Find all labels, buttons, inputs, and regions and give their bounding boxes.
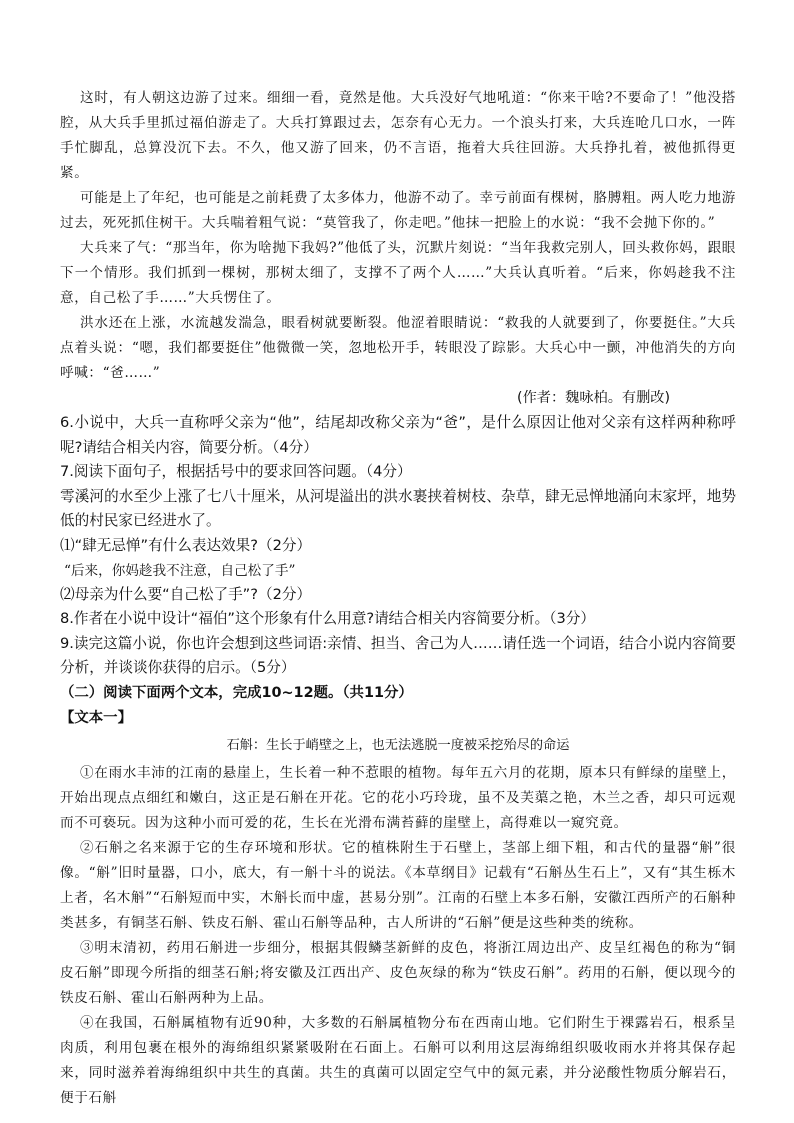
question-7-sentence: 雩溪河的水至少上涨了七八十厘米，从河堤溢出的洪水裹挟着树枝、杂草，肆无忌惮地涌向末家坪，地势低的村民家已经进水了。 xyxy=(60,487,736,530)
section-2-heading: （二）阅读下面两个文本，完成10~12题。（共11分） xyxy=(60,684,413,701)
text-1-subtitle: 石斛：生长于峭壁之上，也无法逃脱一度被采挖殆尽的命运 xyxy=(226,737,570,753)
question-7-1: ⑴“肆无忌惮”有什么表达效果?（2分） xyxy=(60,536,312,554)
story-paragraph-3: 大兵来了气：“那当年，你为啥抛下我妈?”他低了头，沉默片刻说：“当年我救完别人，回头救你妈，跟眼下一个情形。我们抓到一棵树，那树太细了，支撑不了两个人……”大兵认真听着。“后来，你妈趁我不注意，自己松了手……”大兵愣住了。 xyxy=(60,240,736,306)
text-1-paragraph-4: ④在我国，石斛属植物有近90种，大多数的石斛属植物分布在西南山地。它们附生于裸露岩石，根系呈肉质，利用包裹在根外的海绵组织紧紧吸附在石面上。石斛可以利用这层海绵组织吸收雨水并将其保存起来，同时滋养着海绵组织中共生的真菌。共生的真菌可以固定空气中的氮元素，并分泌酸性物质分解岩石，便于石斛 xyxy=(60,1014,736,1106)
question-9: 9.读完这篇小说，你也许会想到这些词语:亲情、担当、舍己为人……请任选一个词语，结合小说内容简要分析，并谈谈你获得的启示。（5分） xyxy=(60,634,736,677)
author-line xyxy=(60,386,736,411)
exam-page xyxy=(60,86,736,1111)
text-1-paragraph-3: ③明末清初，药用石斛进一步细分，根据其假鳞茎新鲜的皮色，将浙江周边出产、皮呈红褐色的称为“铜皮石斛”即现今所指的细茎石斛;将安徽及江西出产、皮色灰绿的称为“铁皮石斛”。药用的石斛，便以现今的铁皮石斛、霍山石斛两种为上品。 xyxy=(60,939,736,1006)
question-7-quote: “后来，你妈趁我不注意，自己松了手” xyxy=(64,562,296,579)
story-paragraph-1: 这时，有人朝这边游了过来。细细一看，竟然是他。大兵没好气地吼道：“你来干啥?不要命了！”他没搭腔，从大兵手里抓过福伯游走了。大兵打算跟过去，怎奈有心无力。一个浪头打来，大兵连呛几口水，一阵手忙脚乱，总算没沉下去。不久，他又游了回来，仍不言语，拖着大兵往回游。大兵挣扎着，被他抓得更紧。 xyxy=(60,90,736,181)
text-1-paragraph-2: ②石斛之名来源于它的生存环境和形状。它的植株附生于石壁上，茎部上细下粗，和古代的量器“斛”很像。“斛”旧时量器，口小，底大，有一斛十斗的说法。《本草纲目》记载有“石斛丛生石上”，又有“其生栎木上者，名木斛”“石斛短而中实，木斛长而中虚，甚易分别”。江南的石壁上本多石斛，安徽江西所产的石斛种类甚多，有铜茎石斛、铁皮石斛、霍山石斛等品种，古人所讲的“石斛”便是这些种类的统称。 xyxy=(60,839,736,931)
story-paragraph-4: 洪水还在上涨，水流越发湍急，眼看树就要断裂。他涩着眼睛说：“救我的人就要到了，你要挺住。”大兵点着头说：“嗯，我们都要挺住”他微微一笑，忽地松开手，转眼没了踪影。大兵心中一颤，冲他消失的方向呼喊：“爸……” xyxy=(60,315,736,381)
question-8: 8.作者在小说中设计“福伯”这个形象有什么用意?请结合相关内容简要分析。（3分） xyxy=(60,610,595,628)
question-7-2: ⑵母亲为什么要“自己松了手”?（2分） xyxy=(60,585,312,603)
question-6: 6.小说中，大兵一直称呼父亲为“他”，结尾却改称父亲为“爸”，是什么原因让他对父亲有这样两种称呼呢?请结合相关内容，简要分析。（4分） xyxy=(60,414,736,456)
text-1-paragraph-1: ①在雨水丰沛的江南的悬崖上，生长着一种不惹眼的植物。每年五六月的花期，原本只有鲜绿的崖壁上，开始出现点点细红和嫩白，这正是石斛在开花。它的花小巧玲珑，虽不及芙蕖之艳，木兰之香，却只可远观而不可亵玩。因为这种小而可爱的花，生长在光滑布满苔藓的崖壁上，高得难以一窥究竟。 xyxy=(60,764,736,831)
author-credit: (作者：魏咏柏。有删改) xyxy=(517,390,670,406)
text-1-label: 【文本一】 xyxy=(60,709,132,726)
story-paragraph-2: 可能是上了年纪，也可能是之前耗费了太多体力，他游不动了。幸亏前面有棵树，胳膊粗。两人吃力地游过去，死死抓住树干。大兵喘着粗气说：“莫管我了，你走吧。”他抹一把脸上的水说：“我不会抛下你的。” xyxy=(60,190,736,231)
question-7: 7.阅读下面句子，根据括号中的要求回答问题。（4分） xyxy=(60,463,412,481)
